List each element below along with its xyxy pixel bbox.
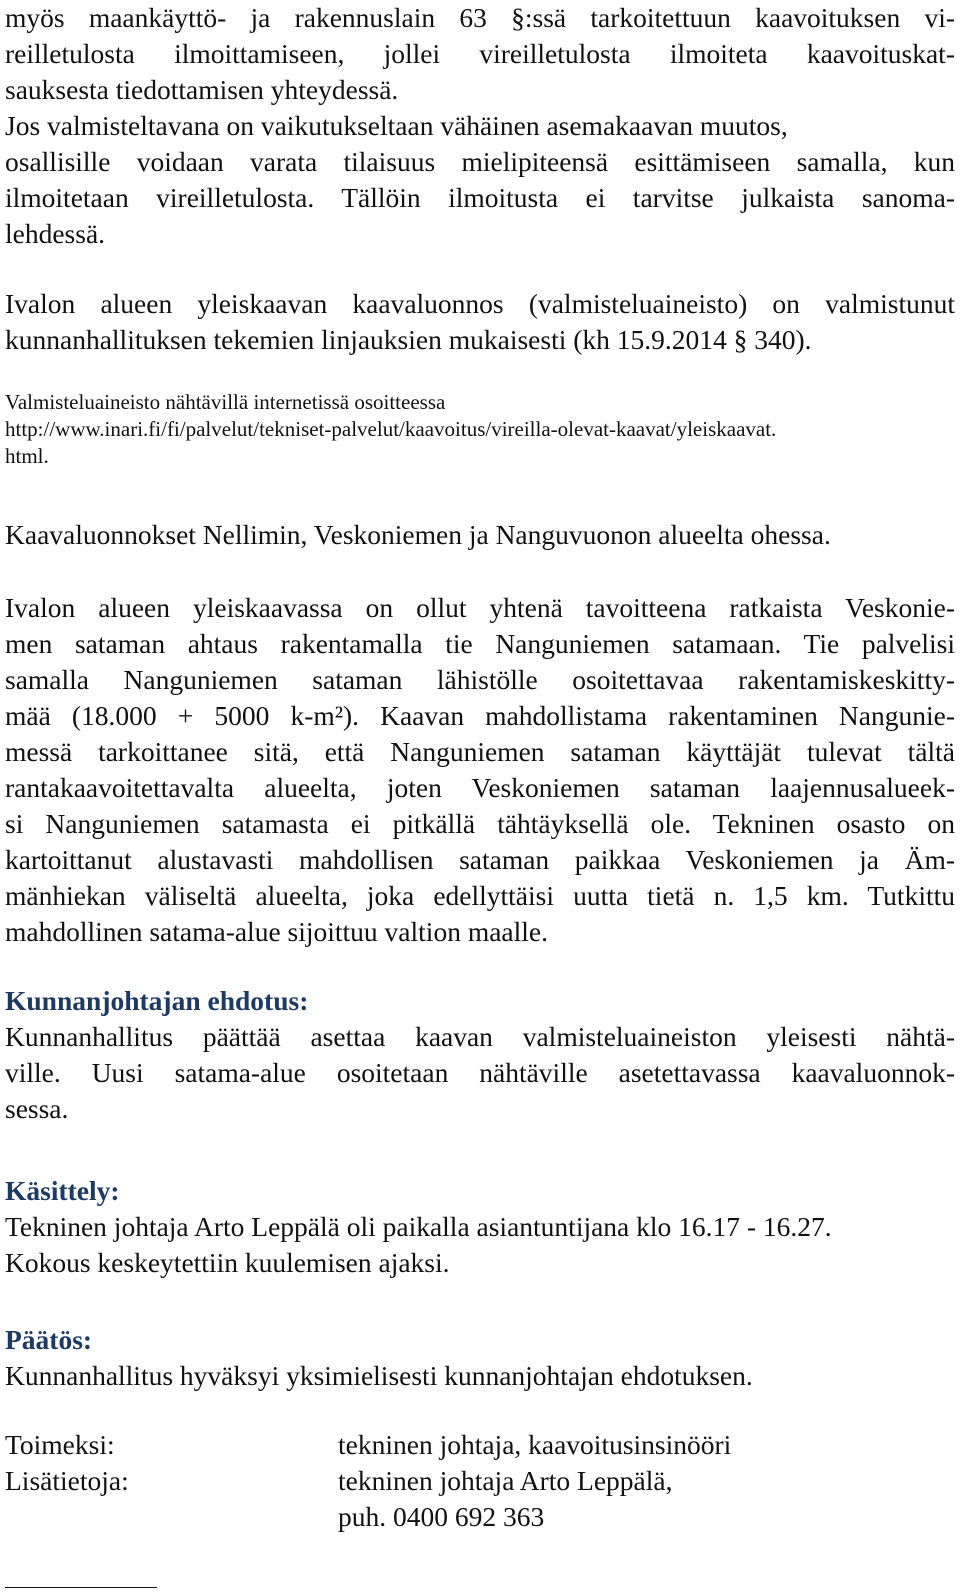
attachment-paragraph bbox=[5, 517, 955, 553]
text-line: ville. Uusi satama-alue osoitetaan nähtäville asetettavassa kaavaluonnok- bbox=[5, 1057, 955, 1088]
harbour-paragraph bbox=[5, 590, 955, 950]
text-line: ilmoitetaan vireilletulosta. Tällöin ilmoitusta ei tarvitse julkaista sanoma- bbox=[5, 182, 955, 213]
text-line: messä tarkoittanee sitä, että Nanguniemen sataman käyttäjät tulevat tältä bbox=[5, 736, 955, 767]
text-line: reilletulosta ilmoittamiseen, jollei vireilletulosta ilmoiteta kaavoituskat- bbox=[5, 38, 955, 69]
text-line: Tekninen johtaja Arto Leppälä oli paikalla asiantuntijana klo 16.17 - 16.27. bbox=[5, 1211, 832, 1242]
text-line: Kunnanhallitus hyväksyi yksimielisesti kunnanjohtajan ehdotuksen. bbox=[5, 1360, 753, 1391]
text-line: men sataman ahtaus rakentamalla tie Nanguniemen satamaan. Tie palvelisi bbox=[5, 628, 955, 659]
text-line: Ivalon alueen yleiskaavassa on ollut yhtenä tavoitteena ratkaista Veskonie- bbox=[5, 592, 955, 623]
material-url[interactable]: http://www.inari.fi/fi/palvelut/tekniset-palvelut/kaavoitus/vireilla-olevat-kaavat/yleiskaavat. bbox=[5, 417, 777, 441]
text-line: kartoittanut alustavasti mahdollisen sataman paikkaa Veskoniemen ja Äm- bbox=[5, 844, 955, 875]
decision-section bbox=[5, 1322, 955, 1394]
text-line: mahdollinen satama-alue sijoittuu valtion maalle. bbox=[5, 916, 548, 947]
text-line: Kunnanhallitus päättää asettaa kaavan valmisteluaineiston yleisesti nähtä- bbox=[5, 1021, 955, 1052]
text-line: Jos valmisteltavana on vaikutukseltaan vähäinen asemakaavan muutos, bbox=[5, 110, 788, 141]
text-line: myös maankäyttö- ja rakennuslain 63 §:ssä tarkoitettuun kaavoituksen vi- bbox=[5, 2, 955, 33]
text-line: si Nanguniemen satamasta ei pitkällä tähtäyksellä ole. Tekninen osasto on bbox=[5, 808, 955, 839]
text-line: Kokous keskeytettiin kuulemisen ajaksi. bbox=[5, 1247, 450, 1278]
text-line: mää (18.000 + 5000 k-m²). Kaavan mahdollistama rakentaminen Nangunie- bbox=[5, 700, 955, 731]
text-line: Kaavaluonnokset Nellimin, Veskoniemen ja Nanguvuonon alueelta ohessa. bbox=[5, 519, 831, 550]
handling-heading: Käsittely: bbox=[5, 1175, 120, 1206]
actions-row bbox=[5, 1427, 955, 1463]
text-line: osallisille voidaan varata tilaisuus mielipiteensä esittämiseen samalla, kun bbox=[5, 146, 955, 177]
material-url-continued[interactable]: html. bbox=[5, 444, 49, 468]
draft-paragraph bbox=[5, 286, 955, 358]
info-label: Lisätietoja: bbox=[5, 1465, 129, 1496]
actions-label: Toimeksi: bbox=[5, 1429, 115, 1460]
text-line: rantakaavoitettavalta alueelta, joten Veskoniemen sataman laajennusalueek- bbox=[5, 772, 955, 803]
info-row-continued bbox=[5, 1499, 955, 1535]
info-row bbox=[5, 1463, 955, 1499]
material-link-paragraph bbox=[5, 389, 955, 470]
actions-value: tekninen johtaja, kaavoitusinsinööri bbox=[338, 1429, 732, 1460]
handling-section bbox=[5, 1173, 955, 1281]
text-line: lehdessä. bbox=[5, 218, 106, 249]
decision-heading: Päätös: bbox=[5, 1324, 93, 1355]
info-phone: puh. 0400 692 363 bbox=[338, 1501, 545, 1532]
info-value: tekninen johtaja Arto Leppälä, bbox=[338, 1465, 673, 1496]
intro-paragraph bbox=[5, 0, 955, 252]
footnote-rule bbox=[5, 1587, 157, 1588]
text-line: Valmisteluaineisto nähtävillä internetissä osoitteessa bbox=[5, 390, 446, 414]
text-line: sauksesta tiedottamisen yhteydessä. bbox=[5, 74, 399, 105]
proposal-section bbox=[5, 983, 955, 1127]
text-line: sessa. bbox=[5, 1093, 69, 1124]
text-line: samalla Nanguniemen sataman lähistölle osoitettavaa rakentamiskeskitty- bbox=[5, 664, 955, 695]
text-line: kunnanhallituksen tekemien linjauksien mukaisesti (kh 15.9.2014 § 340). bbox=[5, 324, 812, 355]
proposal-heading: Kunnanjohtajan ehdotus: bbox=[5, 985, 309, 1016]
distribution-block bbox=[5, 1427, 955, 1535]
text-line: mänhiekan väliseltä alueelta, joka edellyttäisi uutta tietä n. 1,5 km. Tutkittu bbox=[5, 880, 955, 911]
text-line: Ivalon alueen yleiskaavan kaavaluonnos (valmisteluaineisto) on valmistunut bbox=[5, 288, 955, 319]
